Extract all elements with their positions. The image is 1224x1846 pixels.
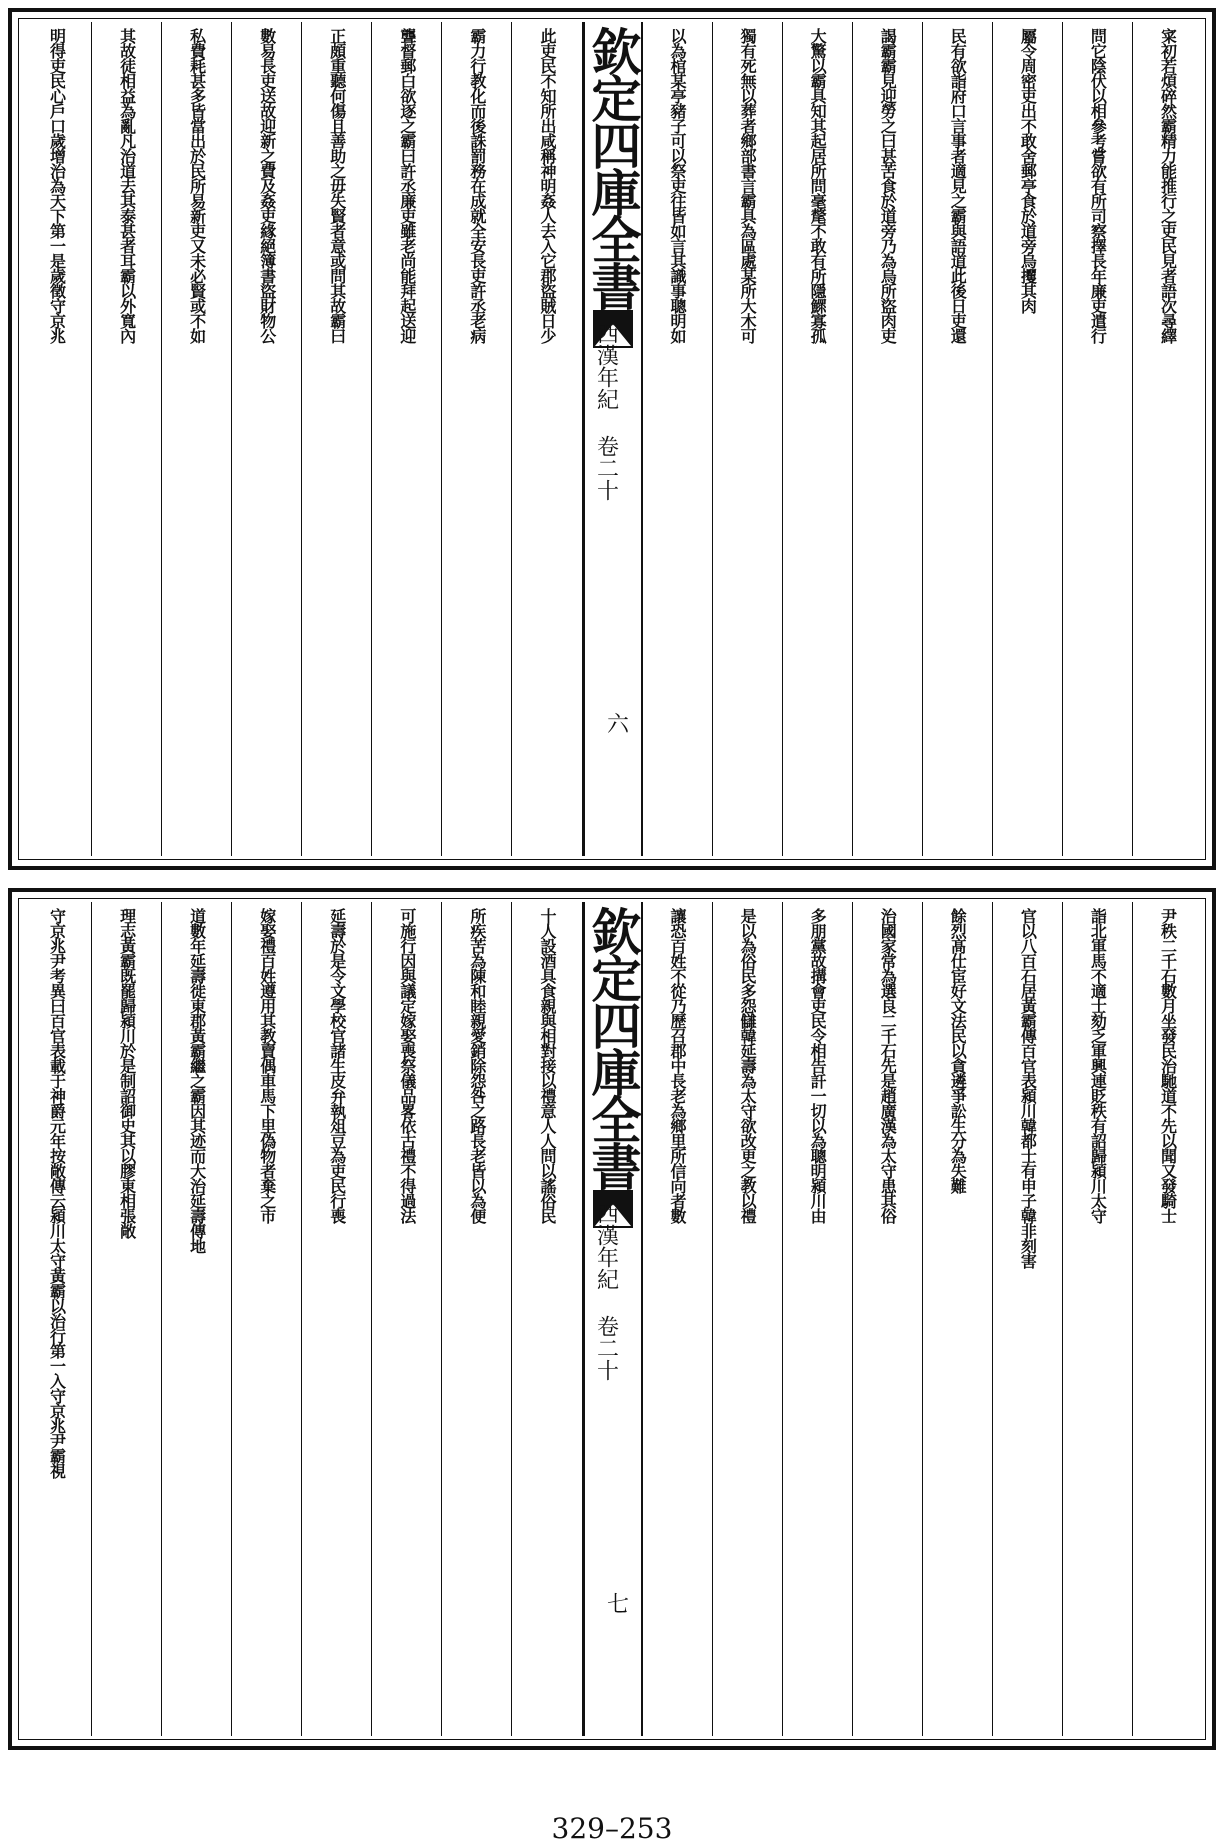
column-text: 民有欲詣府口言事者適見之霸與語道此後日吏還 [948, 28, 968, 343]
column-text: 詣北軍馬不適士劾乏軍興連貶秩有詔歸潁川太守 [1088, 908, 1108, 1223]
column-text: 以為棺某亭豬子可以祭吏往皆如言其識事聰明如 [668, 28, 688, 343]
column-text: 屬令周密吏出不敢舍郵亭食於道旁烏攫其肉 [1018, 28, 1038, 313]
page-bottom [8, 888, 1216, 1750]
column-text: 正頗重聽何傷且善助之毋失賢者意或問其故霸曰 [327, 28, 347, 343]
text-column [643, 22, 713, 856]
text-column [783, 902, 853, 1736]
column-text: 嫁娶禮百姓遵用其教賣偶車馬下里偽物者棄之市 [257, 908, 277, 1223]
chapter-label: 西漢年紀 卷二十 [593, 322, 619, 501]
text-column [162, 22, 232, 856]
column-text: 治國家常為選良二千石先是趙廣漢為太守患其俗 [878, 908, 898, 1223]
text-column [993, 902, 1063, 1736]
text-column [923, 22, 993, 856]
text-column [92, 902, 162, 1736]
text-column [1133, 902, 1202, 1736]
column-text: 是以為俗民多怨讎韓延壽為太守欲改更之教以禮 [738, 908, 758, 1223]
column-text: 數易長吏送故迎新之費及姦吏緣絕簿書盜財物公 [257, 28, 277, 343]
text-column [1063, 902, 1133, 1736]
column-text: 十人設酒具食親與相對接以禮意人人問以謠俗民 [537, 908, 557, 1223]
text-column [853, 22, 923, 856]
text-column [512, 22, 582, 856]
footer-page-code: 329–253 [551, 1812, 673, 1845]
text-column [442, 902, 512, 1736]
column-text: 霸力行教化而後誅罰務在成就全安長吏許丞老病 [467, 28, 487, 343]
column-text: 獨有死無以葬者鄉部書言霸具為區處某所大木可 [738, 28, 758, 343]
text-column [643, 902, 713, 1736]
page-number: 七 [603, 1592, 629, 1614]
column-text: 問它陰伏以相參考嘗欲有所司察擇長年廉吏遣行 [1088, 28, 1108, 343]
column-text: 多朋黨故搆會吏民令相告訐一切以為聰明潁川由 [808, 908, 828, 1223]
text-column [92, 22, 162, 856]
page-top [8, 8, 1216, 870]
text-column [442, 22, 512, 856]
column-text: 尹秩二千石數月坐發民治馳道不先以聞又發騎士 [1158, 908, 1178, 1223]
column-text: 餘烈髙仕宦好文法民以貪遴爭訟生分為失難 [948, 908, 968, 1193]
text-column [302, 902, 372, 1736]
column-text: 理志黃霸既罷歸潁川於是制詔御史其以膠東相張敞 [117, 908, 137, 1238]
text-column [162, 902, 232, 1736]
column-text: 此吏民不知所出咸稱神明姦人去入它郡盜賊日少 [537, 28, 557, 343]
center-fold [583, 902, 643, 1736]
text-column [993, 22, 1063, 856]
column-text: 寀初若煩碎然霸精力能推行之吏民見者語次尋繹 [1158, 28, 1178, 343]
text-column [713, 902, 783, 1736]
page-number: 六 [603, 712, 629, 734]
column-text: 守京兆尹考異曰百官表載于神爵元年按敞傳云潁川太守黃霸以治行第一入守京兆尹霸視 [47, 908, 67, 1478]
book-title: 欽定四庫全書 [583, 26, 643, 308]
text-column [1063, 22, 1133, 856]
text-column [853, 902, 923, 1736]
book-title: 欽定四庫全書 [583, 906, 643, 1188]
text-column [302, 22, 372, 856]
text-column [22, 22, 92, 856]
text-column [372, 22, 442, 856]
text-column [512, 902, 582, 1736]
column-text: 私費耗甚多皆當出於民所易新吏又未必賢或不如 [187, 28, 207, 343]
column-text: 延壽於是令文學校官諸生皮弁執俎豆為吏民行喪 [327, 908, 347, 1223]
center-fold [583, 22, 643, 856]
column-text: 明得吏民心戶口歲增治為天下第一是歲徵守京兆 [47, 28, 67, 343]
column-text: 其故徒相益為亂凡治道去其泰甚者耳霸以外寬內 [117, 28, 137, 343]
text-column [22, 902, 92, 1736]
text-column [232, 22, 302, 856]
text-column [713, 22, 783, 856]
text-column [923, 902, 993, 1736]
column-text: 道數年延壽徙東郡黃霸繼之霸因其迹而大治延壽傳地 [187, 908, 207, 1253]
column-text: 官以八百石居黃霸傳百官表潁川韓都士有申子韓非刻害 [1018, 908, 1038, 1268]
text-column [372, 902, 442, 1736]
column-text: 讓恐百姓不從乃歷召郡中長老為鄉里所信向者數 [668, 908, 688, 1223]
column-text: 所疾苦為陳和睦親愛銷除怨咎之路長老皆以為便 [467, 908, 487, 1223]
column-text: 謁霸霸見迎勞之曰甚苦食於道旁乃為烏所盜肉吏 [878, 28, 898, 343]
column-text: 大驚以霸具知其起居所問毫氂不敢有所隱鰥寡孤 [808, 28, 828, 343]
text-column [232, 902, 302, 1736]
text-column [1133, 22, 1202, 856]
chapter-label: 西漢年紀 卷二十 [593, 1202, 619, 1381]
column-text: 聾督郵白欲逐之霸曰許丞廉吏雖老尚能拜起送迎 [397, 28, 417, 343]
column-text: 可施行因與議定嫁娶喪祭儀品畧依古禮不得過法 [397, 908, 417, 1223]
text-column [783, 22, 853, 856]
